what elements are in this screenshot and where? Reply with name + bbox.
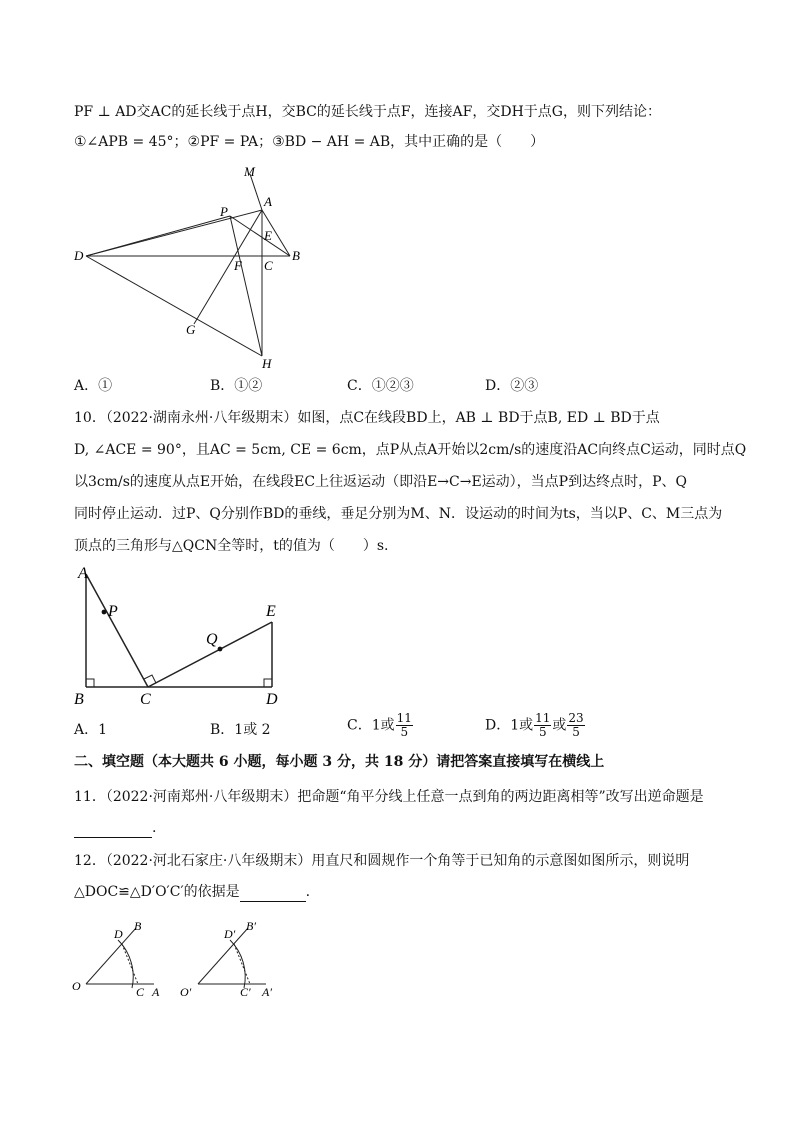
- fig12-label-c-prime: C′: [240, 985, 251, 999]
- section2-heading: 二、填空题（本大题共 6 小题，每小题 3 分，共 18 分）请把答案直接填写在横线上: [74, 754, 605, 770]
- q10-option-c-fraction: [396, 712, 413, 739]
- fraction-numerator: 11: [535, 711, 551, 725]
- q11-period: .: [152, 820, 157, 836]
- q10-statement-line5: 顶点的三角形与△QCN全等时，t的值为（ ）s.: [74, 538, 389, 554]
- q12-statement-line1: 12．（2022·河北石家庄·八年级期末）用直尺和圆规作一个角等于已知角的示意图如图所示，则说明: [74, 853, 690, 869]
- q9-option-b: B．①②: [210, 378, 263, 394]
- fig9-label-h: H: [262, 356, 272, 371]
- fig10-label-p: P: [108, 603, 118, 620]
- fig9-label-m: M: [244, 164, 255, 179]
- fig10-label-e: E: [266, 603, 276, 620]
- fig9-label-e: E: [264, 228, 272, 243]
- fig10-label-b: B: [74, 691, 84, 708]
- fig12-label-d-prime: D′: [224, 927, 236, 941]
- q10-option-d-prefix: D．1或: [485, 717, 534, 734]
- fig9-label-c: C: [264, 258, 273, 273]
- q10-option-a: A．1: [74, 722, 108, 738]
- q12-answer-blank[interactable]: [240, 887, 306, 902]
- fig12-label-a-prime: A′: [262, 985, 272, 999]
- fraction-denominator: 5: [538, 725, 547, 739]
- fig9-label-p: P: [220, 204, 228, 219]
- fraction-numerator: 23: [568, 711, 584, 725]
- fig10-point-q-dot: [218, 647, 223, 652]
- fig10-label-a: A: [78, 565, 88, 582]
- q12-statement-line2: [74, 882, 310, 902]
- q10-option-d: [485, 712, 586, 739]
- fig9-label-d: D: [74, 248, 84, 263]
- q12-statement-prefix: △DOC≌△D′O′C′的依据是: [74, 884, 240, 900]
- q9-option-d: D．②③: [485, 378, 539, 394]
- fraction-denominator: 5: [572, 725, 580, 739]
- q10-option-d-fraction-2: [567, 712, 584, 739]
- q11-answer-blank[interactable]: [74, 823, 152, 838]
- q10-statement-line2: D, ∠ACE = 90°，且AC = 5cm, CE = 6cm，点P从点A开始以2cm/s的速度沿AC向终点C运动，同时点Q: [74, 442, 747, 458]
- fig12-label-d: D: [114, 927, 123, 941]
- q12-construction-figure: [70, 914, 300, 1006]
- q10-statement-line4: 同时停止运动．过P、Q分别作BD的垂线，垂足分别为M、N．设运动的时间为ts，当以P、C、M三点为: [74, 506, 723, 522]
- q10-option-c: [347, 712, 414, 739]
- fig9-label-g: G: [186, 322, 196, 337]
- q11-statement-line1: 11．（2022·河南郑州·八年级期末）把命题“角平分线上任意一点到角的两边距离相等”改写出逆命题是: [74, 789, 704, 805]
- q9-statement-line2: ①∠APB = 45°；②PF = PA；③BD − AH = AB，其中正确的是（ ）: [74, 134, 545, 150]
- fig12-label-c: C: [136, 985, 145, 999]
- fig9-label-b: B: [292, 248, 300, 263]
- q10-option-c-prefix: C．1或: [347, 717, 395, 734]
- q10-geometry-figure: [70, 560, 300, 710]
- fig12-label-b: B: [134, 919, 142, 933]
- fraction-numerator: 11: [396, 711, 412, 725]
- fig9-label-a: A: [264, 194, 272, 209]
- q11-answer-line: [74, 818, 156, 838]
- fig10-label-q: Q: [206, 631, 218, 648]
- fig10-label-d: D: [266, 691, 278, 708]
- q10-statement-line1: 10．（2022·湖南永州·八年级期末）如图，点C在线段BD上，AB ⊥ BD于点B, ED ⊥ BD于点: [74, 410, 660, 426]
- fig12-label-o-prime: O′: [180, 985, 192, 999]
- q10-statement-line3: 以3cm/s的速度从点E开始，在线段EC上往返运动（即沿E→C→E运动），当点P到达终点时，P、Q: [74, 474, 688, 490]
- fig10-label-c: C: [140, 691, 151, 708]
- fig10-point-p-dot: [102, 610, 107, 615]
- q10-option-d-connector: 或: [552, 717, 567, 734]
- q10-option-d-fraction-1: [534, 712, 551, 739]
- q9-option-c: C．①②③: [347, 378, 414, 394]
- fig12-label-a: A: [152, 985, 160, 999]
- q9-geometry-figure: [70, 160, 310, 372]
- q9-option-a: A．①: [74, 378, 113, 394]
- fig12-label-o: O: [72, 979, 81, 993]
- q9-statement-line1: PF ⊥ AD交AC的延长线于点H，交BC的延长线于点F，连接AF，交DH于点G，则下列结论：: [74, 104, 661, 120]
- fig12-label-b-prime: B′: [246, 919, 256, 933]
- q12-period: .: [305, 884, 311, 900]
- q10-option-b: B．1或 2: [210, 722, 271, 738]
- fraction-denominator: 5: [400, 725, 409, 739]
- fig9-label-f: F: [234, 258, 242, 273]
